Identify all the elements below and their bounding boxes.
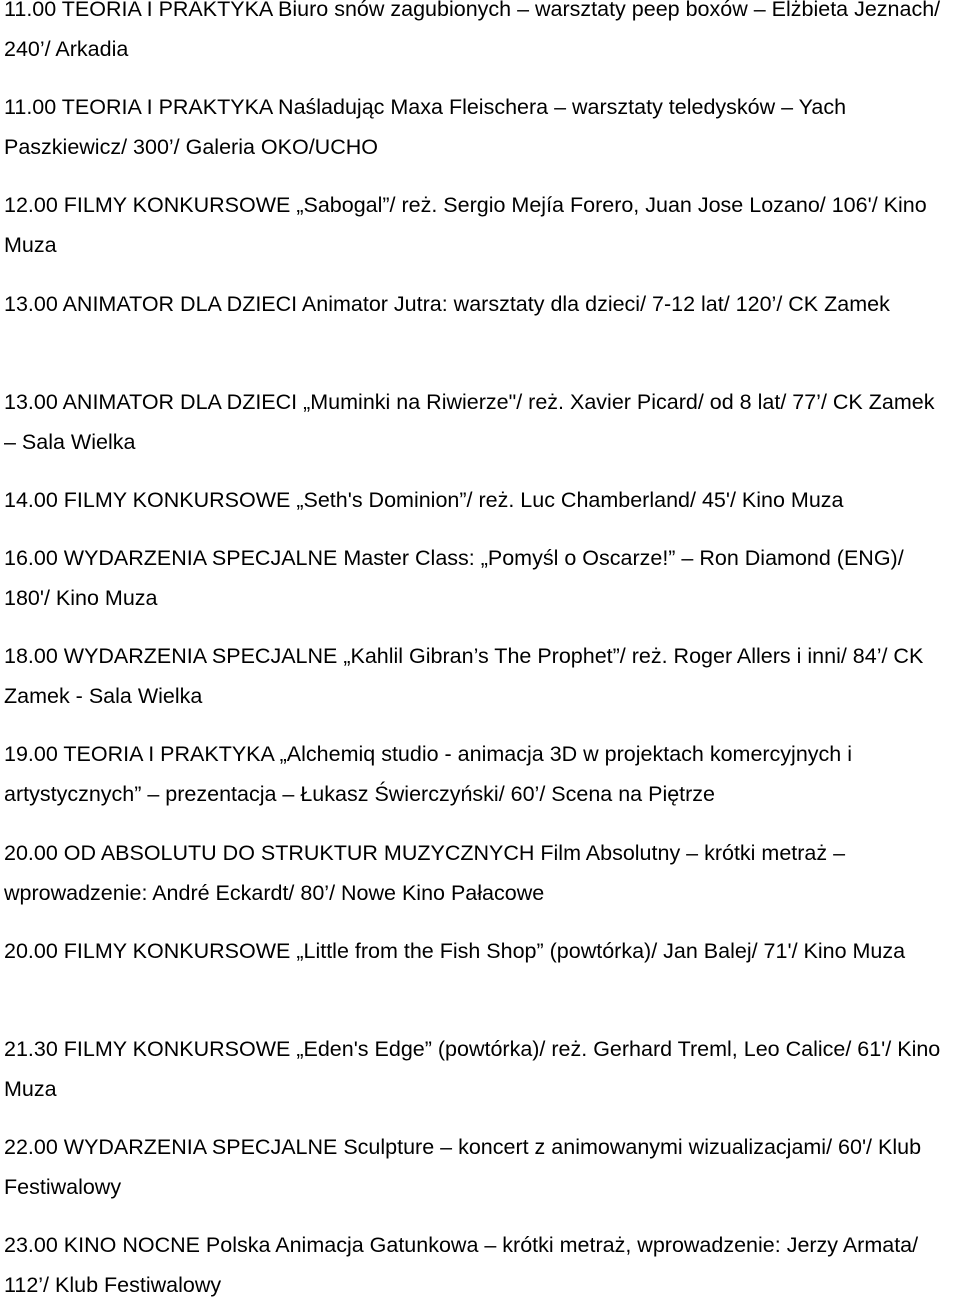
program-entry-2000-little-from-the-fish-shop: 20.00 FILMY KONKURSOWE „Little from the Fish Shop” (powtórka)/ Jan Balej/ 71'/ Kino Muza — [4, 939, 906, 963]
program-entry-1300-animator-jutra: 13.00 ANIMATOR DLA DZIECI Animator Jutra: warsztaty dla dzieci/ 7-12 lat/ 120’/ CK Zamek — [4, 292, 890, 316]
program-entry-2200-sculpture: 22.00 WYDARZENIA SPECJALNE Sculpture – koncert z animowanymi wizualizacjami/ 60'/ Klub Festiwalowy — [4, 1135, 922, 1199]
program-entry-1600-master-class: 16.00 WYDARZENIA SPECJALNE Master Class: „Pomyśl o Oscarze!” – Ron Diamond (ENG)/ 180'/ Kino Muza — [4, 546, 904, 610]
program-entry-1800-the-prophet: 18.00 WYDARZENIA SPECJALNE „Kahlil Gibran’s The Prophet”/ reż. Roger Allers i inni/ 84’/ CK Zamek - Sala Wielka — [4, 644, 924, 708]
program-entry-2130-edens-edge: 21.30 FILMY KONKURSOWE „Eden's Edge” (powtórka)/ reż. Gerhard Treml, Leo Calice/ 61'/ Kino Muza — [4, 1037, 941, 1101]
program-entry-1100-biuro-snow: 11.00 TEORIA I PRAKTYKA Biuro snów zagubionych – warsztaty peep boxów – Elżbieta Jeznach/ 240’/ Arkadia — [4, 0, 941, 61]
program-entry-2000-film-absolutny: 20.00 OD ABSOLUTU DO STRUKTUR MUZYCZNYCH Film Absolutny – krótki metraż – wprowadzenie: André Eckardt/ 80’/ Nowe Kino Pałacowe — [4, 841, 846, 905]
program-entry-2300-kino-nocne: 23.00 KINO NOCNE Polska Animacja Gatunkowa – krótki metraż, wprowadzenie: Jerzy Armata/ 112’/ Klub Festiwalowy — [4, 1233, 919, 1297]
program-entry-1400-seths-dominion: 14.00 FILMY KONKURSOWE „Seth's Dominion”/ reż. Luc Chamberland/ 45'/ Kino Muza — [4, 488, 844, 512]
program-entry-1300-muminki: 13.00 ANIMATOR DLA DZIECI „Muminki na Riwierze"/ reż. Xavier Picard/ od 8 lat/ 77’/ CK Zamek – Sala Wielka — [4, 390, 935, 454]
program-entry-1100-nasladujac-maxa: 11.00 TEORIA I PRAKTYKA Naśladując Maxa Fleischera – warsztaty teledysków – Yach Paszkiewicz/ 300’/ Galeria OKO/UCHO — [4, 95, 847, 159]
program-entry-1900-alchemiq-studio: 19.00 TEORIA I PRAKTYKA „Alchemiq studio - animacja 3D w projektach komercyjnych i artystycznych” – prezentacja – Łukasz Świerczyński/ 60’/ Scena na Piętrze — [4, 742, 853, 806]
program-entry-1200-sabogal: 12.00 FILMY KONKURSOWE „Sabogal”/ reż. Sergio Mejía Forero, Juan Jose Lozano/ 106'/ Kino Muza — [4, 193, 927, 257]
